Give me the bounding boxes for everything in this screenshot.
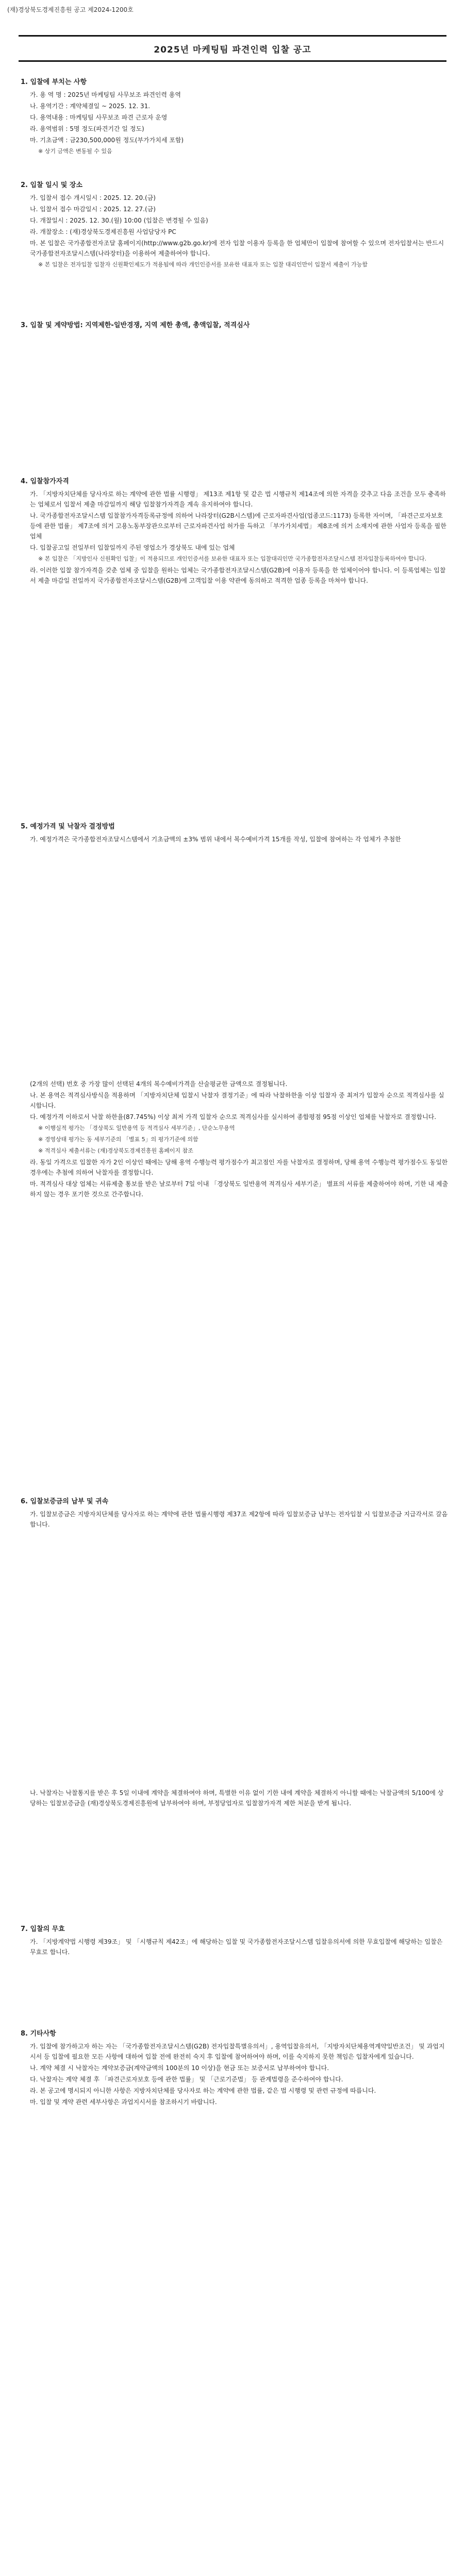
- s2-item-5: 마. 본 입찰은 국가종합전자조달 홈페이지(http://www.g2b.go.kr)에 전자 입찰 이용자 등록을 한 업체만이 입찰에 참여할 수 있으며 전자입찰서는 반드시 국가종합전자조달시스템(나라장터)을 이용하여 제출하여야 합니다.: [30, 240, 444, 257]
- s5-note-3: ※ 적격심사 제출서류는 (재)경상북도경제진흥원 홈페이지 참조: [38, 1147, 193, 1154]
- section-1: [21, 77, 449, 158]
- s1-note: ※ 상기 금액은 변동될 수 있음: [38, 148, 112, 155]
- section-6-title: 6. 입찰보증금의 납부 및 귀속: [21, 1498, 109, 1505]
- section-7-title: 7. 입찰의 무효: [21, 1925, 65, 1933]
- s7-item-1: 가. 「지방계약법 시행령 제39조」 및 「시행규칙 제42조」에 해당하는 입찰 및 국가종합전자조달시스템 입찰유의서에 의한 무효입찰에 해당하는 입찰은 무효로 합니다.: [30, 1938, 443, 1956]
- page-title: 2025년 마케팅팀 파견인력 입찰 공고: [154, 44, 311, 55]
- s5-item-5: 마. 적격심사 대상 업체는 서류제출 통보를 받은 날로부터 7일 이내 「경상북도 일반용역 적격심사 세부기준」 별표의 서류를 제출하여야 하며, 기한 내 제출하지 않는 경우 포기한 것으로 간주합니다.: [30, 1180, 449, 1198]
- s2-item-2: 나. 입찰서 접수 마감일시 : 2025. 12. 27.(금): [30, 206, 156, 213]
- section-3-title: 3. 입찰 및 계약방법: 지역제한-일반경쟁, 지역 제한 총액, 총액입찰, 적격심사: [21, 321, 250, 329]
- s6-item-1: 가. 입찰보증금은 지방자치단체를 당사자로 하는 계약에 관한 법률시행령 제37조 제2항에 따라 입찰보증금 납부는 전자입찰 시 입찰보증금 지급각서로 갈음합니다.: [30, 1511, 448, 1528]
- section-5-continued: [21, 1078, 449, 1200]
- s1-item-4: 라. 용역범위 : 5명 정도(파견기간 일 정도): [30, 125, 144, 132]
- section-2-title: 2. 입찰 일시 및 장소: [21, 181, 82, 189]
- section-8: [21, 2029, 449, 2108]
- title-bar: [19, 35, 446, 62]
- section-7: [21, 1924, 449, 1958]
- s4-item-1: 가. 「지방자치단체를 당사자로 하는 계약에 관한 법률 시행령」 제13조 제1항 및 같은 법 시행규칙 제14조에 의한 자격을 갖추고 다음 조건을 모두 충족하는 업체로서 입찰서 제출 마감일까지 해당 입찰참가자격을 계속 유지하여야 합니다.: [30, 490, 446, 508]
- section-4: [21, 477, 449, 587]
- section-6: [21, 1497, 449, 1531]
- s2-note: ※ 본 입찰은 전자입찰 입찰자 신원확인제도가 적용됨에 따라 개인인증서를 보유한 대표자 또는 입찰 대리인만이 입찰서 제출이 가능함: [38, 261, 368, 268]
- section-5-title: 5. 예정가격 및 낙찰자 결정방법: [21, 823, 115, 831]
- s2-item-3: 다. 개찰일시 : 2025. 12. 30.(월) 10:00 (입찰은 변경될 수 있음): [30, 217, 208, 224]
- s1-item-5: 마. 기초금액 : 금230,500,000원 정도(부가가치세 포함): [30, 137, 184, 144]
- s5-note-2: ※ 경영상태 평가는 동 세부기준의 「별표 5」의 평가기준에 의함: [38, 1136, 198, 1143]
- s4-item-2: 나. 국가종합전자조달시스템 입찰참가자격등록규정에 의하여 나라장터(G2B시스템)에 근로자파견사업(업종코드:1173) 등록한 자이며, 「파견근로자보호 등에 관한 법률」 제7조에 의거 고용노동부장관으로부터 근로자파견사업 허가를 득하고 「부가가치세법」 제8조에 의거 소재지에 관한 사업자 등록을 필한 업체: [30, 512, 446, 540]
- s8-item-1: 가. 입찰에 참가하고자 하는 자는 「국가종합전자조달시스템(G2B) 전자입찰특별유의서」, 용역입찰유의서, 「지방자치단체용역계약일반조건」 및 과업지시서 등 입찰에 필요한 모든 사항에 대하여 입찰 전에 완전히 숙지 후 입찰에 참여하여야 하며, 이를 숙지하지 못한 책임은 입찰자에게 있습니다.: [30, 2043, 445, 2060]
- s4-note: ※ 본 입찰은 「지방인사 신원확인 입찰」이 적용되므로 개인인증서를 보유한 대표자 또는 입찰대리인만 국가종합전자조달시스템 전자입찰등록하여야 합니다.: [38, 555, 427, 562]
- s4-item-3: 다. 입찰공고일 전일부터 입찰일까지 주된 영업소가 경상북도 내에 있는 업체: [30, 544, 235, 551]
- s1-item-2: 나. 용역기간 : 계약체결일 ~ 2025. 12. 31.: [30, 103, 151, 110]
- s5-cont-1: (2개의 선택) 번호 중 가장 많이 선택된 4개의 복수예비가격을 산술평균한 금액으로 결정됩니다.: [30, 1080, 288, 1088]
- section-3: [21, 320, 449, 333]
- s4-item-4: 라. 이러한 입찰 참가자격을 갖춘 업체 중 입찰을 원하는 업체는 국가종합전자조달시스템(G2B)에 이용자 등록을 한 업체이어야 합니다. 이 등록업체는 입찰서 제출 마감일 전일까지 국가종합전자조달시스템(G2B)에 고객입찰 이용 약관에 동의하고 적격한 업종 등록을 마쳐야 합니다.: [30, 567, 446, 584]
- section-1-title: 1. 입찰에 부치는 사항: [21, 78, 87, 86]
- s1-item-1: 가. 용 역 명 : 2025년 마케팅팀 사무보조 파견인력 용역: [30, 91, 181, 98]
- s2-item-4: 라. 개찰장소 : (재)경상북도경제진흥원 사업담당자 PC: [30, 228, 176, 235]
- s5-note-1: ※ 이행실적 평가는 「경상북도 일반용역 등 적격심사 세부기준」, 단순노무용역: [38, 1125, 235, 1131]
- s1-item-3: 다. 용역내용 : 마케팅팀 사무보조 파견 근로자 운영: [30, 114, 168, 121]
- section-8-title: 8. 기타사항: [21, 2030, 56, 2038]
- s2-item-1: 가. 입찰서 접수 개시일시 : 2025. 12. 20.(금): [30, 194, 156, 201]
- section-4-title: 4. 입찰참가자격: [21, 478, 69, 485]
- s6-item-2: 나. 낙찰자는 낙찰통지를 받은 후 5일 이내에 계약을 체결하여야 하며, 특별한 이유 없이 기한 내에 계약을 체결하지 아니할 때에는 낙찰금액의 5/100에 상당하는 입찰보증금을 (재)경상북도경제진흥원에 납부하여야 하며, 부정당업자로 입찰참가자격 제한 처분을 받게 됩니다.: [30, 1789, 444, 1807]
- s8-item-2: 나. 계약 체결 시 낙찰자는 계약보증금(계약금액의 100분의 10 이상)을 현금 또는 보증서로 납부하여야 합니다.: [30, 2064, 329, 2072]
- s5-item-4: 라. 동일 가격으로 입찰한 자가 2인 이상인 때에는 당해 용역 수행능력 평가점수가 최고점인 자를 낙찰자로 결정하며, 당해 용역 수행능력 평가점수도 동일한 경우에는 추첨에 의하여 낙찰자를 결정합니다.: [30, 1159, 448, 1176]
- s5-item-3: 다. 예정가격 이하로서 낙찰 하한율(87.745%) 이상 최저 가격 입찰자 순으로 적격심사를 실시하여 종합평점 95점 이상인 업체를 낙찰자로 결정합니다.: [30, 1113, 437, 1121]
- s8-item-4: 라. 본 공고에 명시되지 아니한 사항은 지방자치단체를 당사자로 하는 계약에 관한 법률, 같은 법 시행령 및 관련 규정에 따릅니다.: [30, 2087, 376, 2094]
- s5-item-2: 나. 본 용역은 적격심사방식을 적용하며 「지방자치단체 입찰시 낙찰자 결정기준」에 따라 낙찰하한율 이상 입찰자 중 최저가 입찰자 순으로 적격심사를 실시합니다.: [30, 1092, 444, 1109]
- s8-item-3: 다. 낙찰자는 계약 체결 후 「파견근로자보호 등에 관한 법률」 및 「근로기준법」 등 관계법령을 준수하여야 합니다.: [30, 2076, 343, 2083]
- s5-item-1: 가. 예정가격은 국가종합전자조달시스템에서 기초금액의 ±3% 범위 내에서 복수예비가격 15개를 작성, 입찰에 참여하는 각 업체가 추첨한: [30, 836, 401, 843]
- document-number: (재)경상북도경제진흥원 공고 제2024-1200호: [7, 6, 134, 13]
- section-5: [21, 822, 449, 845]
- section-2: [21, 180, 449, 271]
- s8-item-5: 마. 입찰 및 계약 관련 세부사항은 과업지시서를 참조하시기 바랍니다.: [30, 2098, 217, 2106]
- section-6-continued: [21, 1787, 449, 1809]
